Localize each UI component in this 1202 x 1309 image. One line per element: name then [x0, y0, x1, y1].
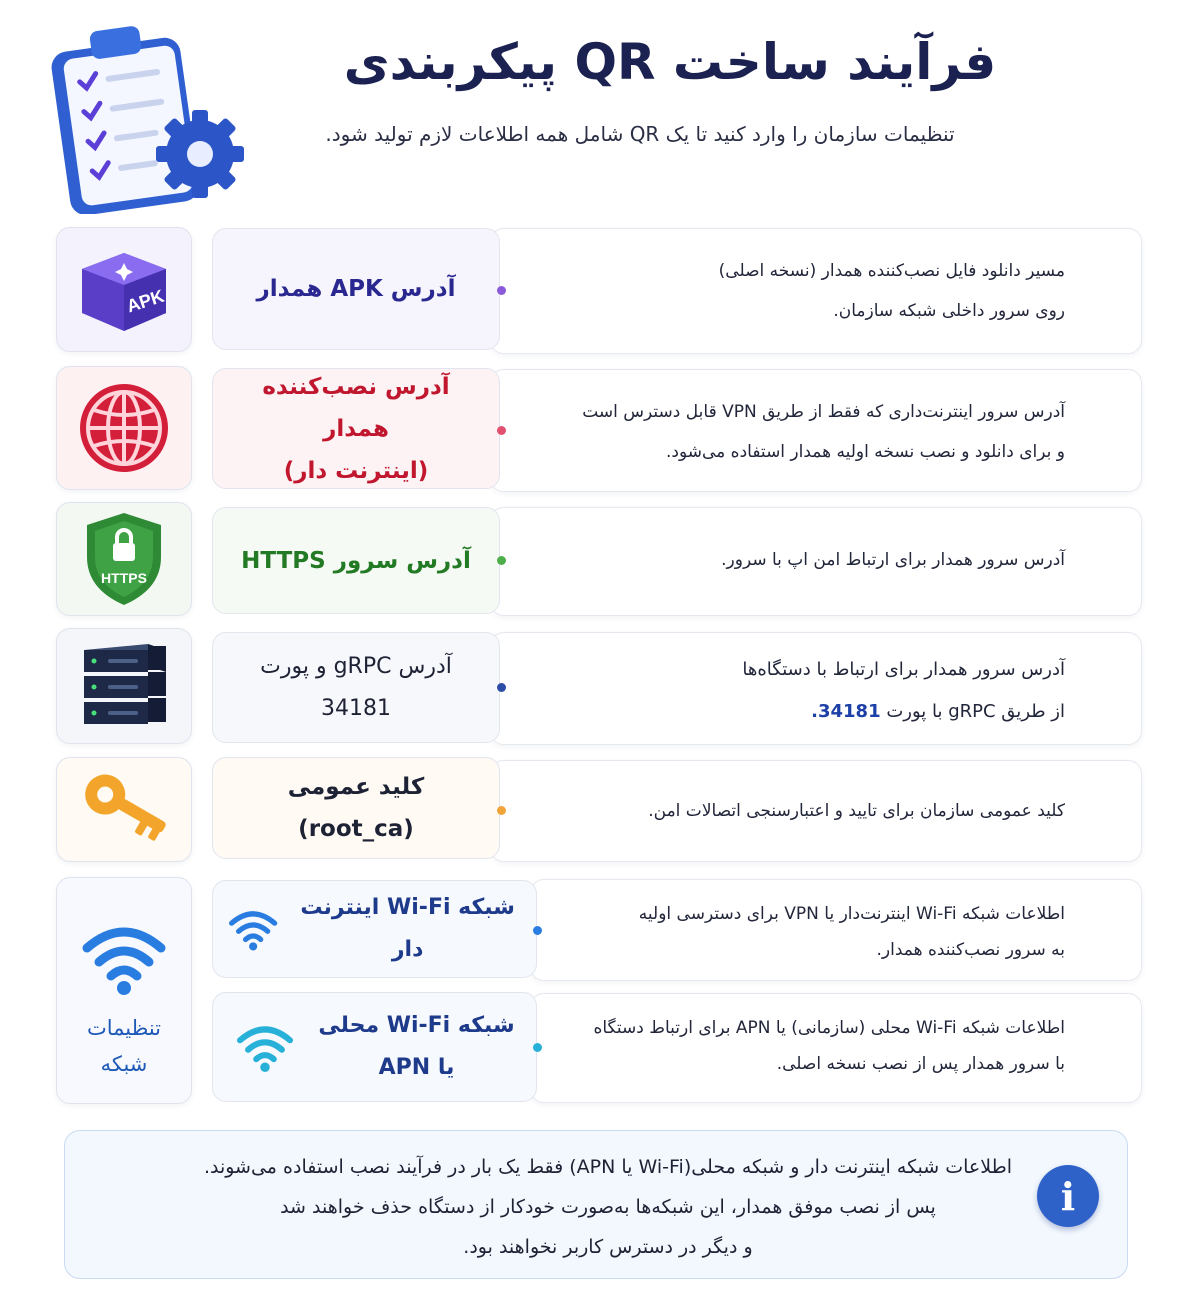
- grpc-port-highlight: 34181.: [811, 701, 881, 722]
- wifi-internet-desc-line1: اطلاعات شبکه Wi-Fi اینترنت‌دار یا VPN برای دسترسی اولیه: [638, 904, 1065, 924]
- apk-connector-dot: [497, 286, 506, 295]
- wifi-local-icon: [234, 1020, 296, 1074]
- wifi-local-label-line1: شبکه Wi-Fi محلی: [318, 1013, 515, 1038]
- rootca-label-pill: [212, 757, 500, 859]
- https-shield-icon: [79, 509, 169, 609]
- wifi-icon: [79, 918, 169, 998]
- network-settings-label-line2: شبکه: [100, 1052, 148, 1076]
- wifi-local-desc-line2: با سرور همدار پس از نصب نسخه اصلی.: [776, 1054, 1065, 1074]
- installer-label-line2: (اینترنت دار): [283, 457, 429, 484]
- rootca-icon-box: [56, 757, 192, 862]
- grpc-desc-line2: [742, 691, 1065, 733]
- info-line3: و دیگر در دسترس کاربر نخواهند بود.: [463, 1236, 753, 1258]
- info-note-box: [64, 1130, 1128, 1279]
- info-icon-glyph: i: [1060, 1173, 1076, 1219]
- installer-connector-dot: [497, 426, 506, 435]
- wifi-internet-description-card: [530, 879, 1142, 981]
- apk-box-icon: [74, 245, 174, 335]
- apk-label-pill: [212, 228, 500, 350]
- info-line2: پس از نصب موفق همدار، این شبکه‌ها به‌صورت خودکار از دستگاه حذف خواهند شد: [280, 1196, 936, 1218]
- wifi-local-desc-line1: اطلاعات شبکه Wi-Fi محلی (سازمانی) یا APN برای ارتباط دستگاه: [593, 1018, 1065, 1038]
- wifi-internet-connector-dot: [533, 926, 542, 935]
- installer-desc-line1: آدرس سرور اینترنت‌داری که فقط از طریق VPN قابل دسترس است: [582, 402, 1065, 422]
- installer-desc-line2: و برای دانلود و نصب نسخه اولیه همدار استفاده می‌شود.: [666, 442, 1065, 462]
- rootca-desc-line1: کلید عمومی سازمان برای تایید و اعتبارسنجی اتصالات امن.: [648, 801, 1065, 821]
- rootca-label: کلید عمومی (root_ca): [287, 774, 425, 842]
- https-desc-line1: آدرس سرور همدار برای ارتباط امن اپ با سرور.: [721, 550, 1065, 570]
- installer-icon-box: [56, 366, 192, 490]
- https-label: آدرس سرور HTTPS: [241, 547, 471, 574]
- wifi-local-label-pill: [212, 992, 537, 1102]
- installer-label-pill: [212, 368, 500, 489]
- https-icon-text: HTTPS: [101, 570, 147, 586]
- wifi-local-connector-dot: [533, 1043, 542, 1052]
- wifi-internet-desc-line2: به سرور نصب‌کننده همدار.: [876, 940, 1065, 960]
- installer-description-card: [490, 369, 1142, 492]
- globe-icon: [76, 380, 172, 476]
- grpc-desc-line1: آدرس سرور همدار برای ارتباط با دستگاه‌ها: [742, 659, 1065, 680]
- apk-desc-line2: روی سرور داخلی شبکه سازمان.: [833, 301, 1065, 321]
- page-title: فرآیند ساخت QR پیکربندی: [343, 33, 997, 91]
- grpc-label-pill: [212, 632, 500, 743]
- wifi-internet-label: شبکه Wi-Fi اینترنت دار: [300, 895, 515, 962]
- info-icon: [1037, 1165, 1099, 1227]
- grpc-desc-line2-a: از طریق gRPC با پورت: [880, 701, 1065, 722]
- grpc-label: آدرس gRPC و پورت 34181: [260, 653, 452, 721]
- svg-text:APK: APK: [124, 285, 167, 316]
- https-description-card: [490, 507, 1142, 616]
- rootca-connector-dot: [497, 806, 506, 815]
- wifi-local-description-card: [530, 993, 1142, 1103]
- apk-icon-box: [56, 227, 192, 352]
- grpc-connector-dot: [497, 683, 506, 692]
- clipboard-gear-icon: [50, 14, 245, 214]
- installer-label-line1: آدرس نصب‌کننده همدار: [262, 373, 450, 442]
- rootca-description-card: [490, 760, 1142, 862]
- https-label-pill: [212, 507, 500, 614]
- key-icon: [74, 770, 174, 850]
- page-subtitle: تنظیمات سازمان را وارد کنید تا یک QR شامل همه اطلاعات لازم تولید شود.: [325, 122, 955, 146]
- wifi-internet-icon: [227, 904, 279, 954]
- apk-desc-line1: مسیر دانلود فایل نصب‌کننده همدار (نسخه اصلی): [718, 261, 1065, 281]
- grpc-icon-box: [56, 628, 192, 744]
- https-icon-box: [56, 502, 192, 616]
- info-line1: اطلاعات شبکه اینترنت دار و شبکه محلی(Wi-Fi یا APN) فقط یک بار در فرآیند نصب استفاده می‌شوند.: [203, 1156, 1012, 1178]
- network-settings-box: [56, 877, 192, 1104]
- server-rack-icon: [78, 638, 170, 734]
- apk-description-card: [490, 228, 1142, 354]
- wifi-local-label-line2: یا APN: [378, 1055, 455, 1080]
- network-settings-label-line1: تنظیمات: [86, 1016, 162, 1040]
- grpc-description-card: [490, 632, 1142, 745]
- apk-label: آدرس APK همدار: [256, 276, 456, 302]
- https-connector-dot: [497, 556, 506, 565]
- wifi-internet-label-pill: [212, 880, 537, 978]
